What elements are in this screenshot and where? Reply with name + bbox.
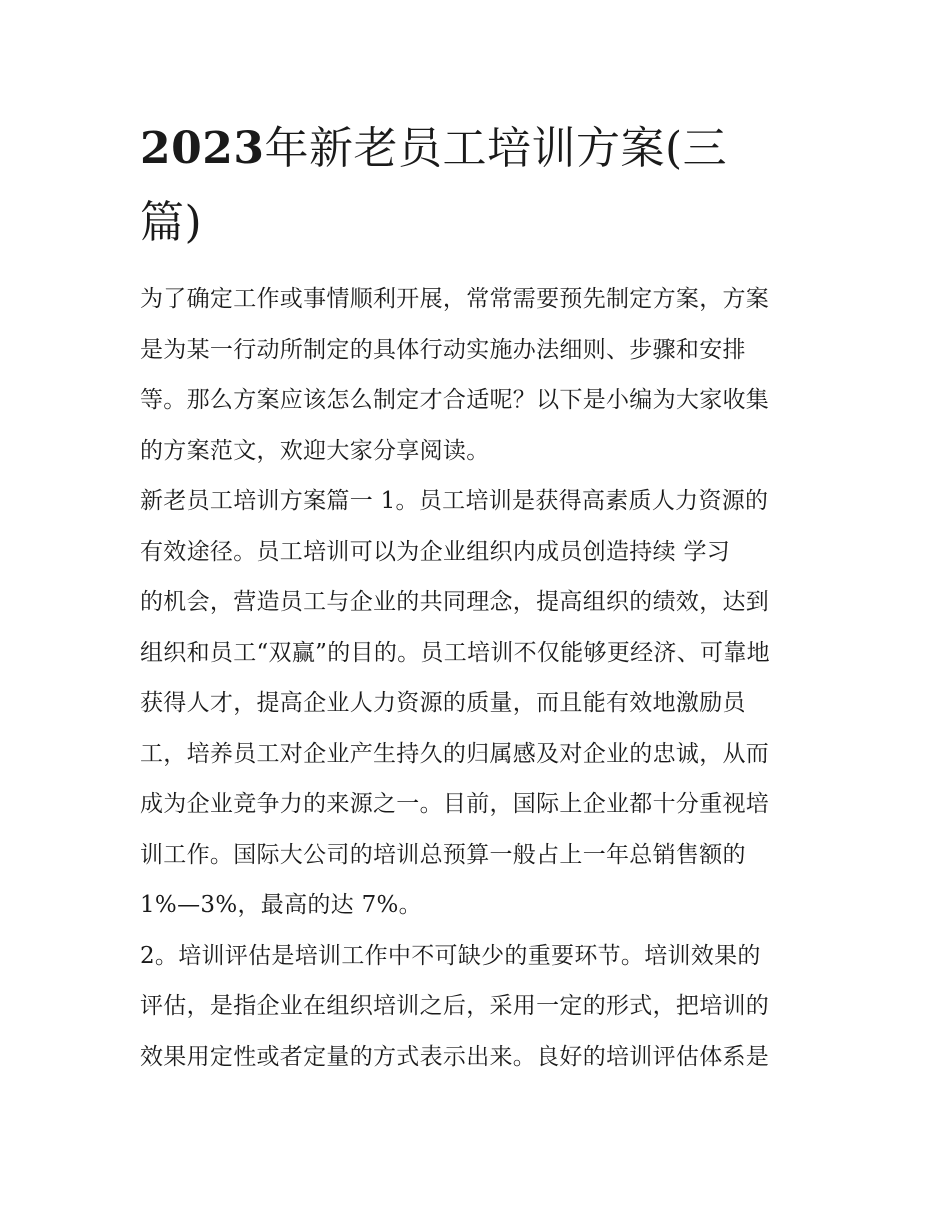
document-body <box>140 274 820 1082</box>
body-line: 1%—3%，最高的达 7%。 <box>140 892 422 918</box>
body-line: 训工作。国际大公司的培训总预算一般占上一年总销售额的 <box>140 841 746 868</box>
body-line: 是为某一行动所制定的具体行动实施办法细则、步骤和安排 <box>140 336 746 363</box>
body-line: 成为企业竞争力的来源之一。目前，国际上企业都十分重视培 <box>140 791 770 817</box>
body-line: 为了确定工作或事情顺利开展，常常需要预先制定方案，方案 <box>140 286 770 312</box>
document-title <box>140 112 820 260</box>
body-line: 获得人才，提高企业人力资源的质量，而且能有效地激励员 <box>140 690 746 716</box>
body-line: 评估，是指企业在组织培训之后，采用一定的形式，把培训的 <box>140 993 770 1019</box>
body-line: 新老员工培训方案篇一 1。员工培训是获得高素质人力资源的 <box>140 488 769 514</box>
document-page <box>140 112 820 1082</box>
title-line1-text: 年新老员工培训方案(三 <box>264 123 728 174</box>
body-line: 组织和员工“双赢”的目的。员工培训不仅能够更经济、可靠地 <box>140 639 770 666</box>
body-line: 有效途径。员工培训可以为企业组织内成员创造持续 学习 <box>140 538 731 565</box>
title-line2-text: 篇) <box>140 197 203 248</box>
body-line: 等。那么方案应该怎么制定才合适呢？以下是小编为大家收集 <box>140 387 770 413</box>
body-line: 2。培训评估是培训工作中不可缺少的重要环节。培训效果的 <box>140 942 761 969</box>
body-line: 的方案范文，欢迎大家分享阅读。 <box>140 437 490 464</box>
body-line: 效果用定性或者定量的方式表示出来。良好的培训评估体系是 <box>140 1043 770 1070</box>
body-line: 工，培养员工对企业产生持久的归属感及对企业的忠诚，从而 <box>140 740 770 767</box>
title-year: 2023 <box>140 123 265 174</box>
body-line: 的机会，营造员工与企业的共同理念，提高组织的绩效，达到 <box>140 589 770 615</box>
